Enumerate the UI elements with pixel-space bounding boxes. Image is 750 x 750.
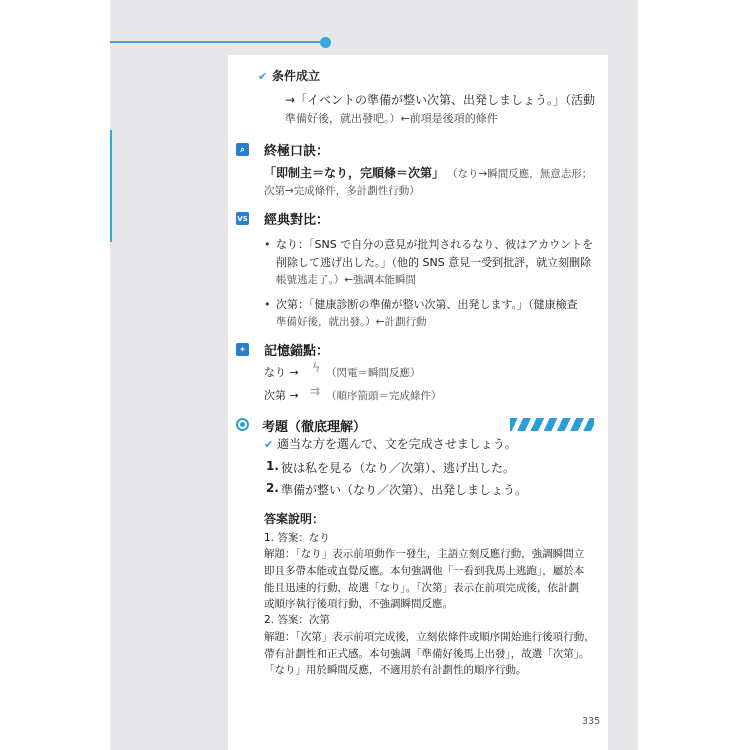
answer-1-line-4: 或順序執行後項行動，不強調瞬間反應。	[264, 598, 453, 610]
answer-2-line-2: 帶有計劃性和正式感。本句強調「準備好後馬上出發」，故選「次第」。	[264, 648, 590, 660]
bullet: •	[264, 238, 271, 251]
header-rule	[110, 41, 326, 43]
compare-item-1-line-2: 削除して逃げ出した。」（他的 SNS 意見一受到批評，就立刻刪除	[276, 256, 592, 269]
memory-heading: 記憶錨點：	[264, 344, 330, 359]
example-line-2: 準備好後，就出發吧。）←前項是後項的條件	[285, 112, 498, 125]
question-1-number: 1.	[266, 459, 279, 473]
compare-heading: 經典對比：	[264, 213, 330, 228]
memory-item-2: 次第 →	[264, 389, 299, 402]
bullet: •	[264, 298, 271, 311]
exam-heading: 考題（徹底理解）	[262, 420, 367, 435]
compare-item-2-line-2: 準備好後，就出發。）←計劃行動	[276, 316, 427, 328]
tip-heading: 終極口訣：	[264, 144, 330, 159]
question-1: 彼は私を見る（なり／次第）、逃げ出した。	[281, 461, 516, 475]
memory-item-1: なり →	[264, 366, 299, 379]
answer-1-label: 1. 答案：なり	[264, 532, 330, 544]
example-line-1: →「イベントの準備が整い次第、出発しましょう。」（活動	[285, 93, 596, 107]
memory-item-1-note: （閃電＝瞬間反應）	[326, 367, 421, 379]
memory-item-2-note: （順序箭頭＝完成條件）	[326, 390, 442, 402]
lightbulb-icon: ✦	[236, 343, 249, 356]
answer-1-line-1: 解題：「なり」表示前項動作一發生，主語立刻反應行動，強調瞬間立	[264, 548, 585, 560]
decorative-stripes	[510, 418, 594, 431]
answers-heading: 答案說明：	[264, 512, 325, 526]
question-2: 準備が整い（なり／次第）、出発しましょう。	[281, 483, 528, 497]
sequence-arrows-icon: ⇉	[310, 384, 321, 398]
condition-label: 条件成立	[272, 69, 321, 83]
answer-1-line-2: 即且多帶本能或直覺反應。本句強調他「一看到我馬上逃跑」，屬於本	[264, 565, 585, 577]
tip-explanation: （なり→瞬間反應，無意志形；	[447, 168, 593, 180]
compare-item-2-line-1: 次第：「健康診断の準備が整い次第、出発します。」（健康檢查	[276, 298, 578, 311]
check-icon: ✔	[258, 70, 268, 83]
answer-1-line-3: 能且迅速的行動，故選「なり」。「次第」表示在前項完成後，依計劃	[264, 582, 579, 594]
key-icon: ⌕	[236, 143, 249, 156]
tip-explanation-2: 次第→完成條件，多計劃性行動）	[264, 185, 420, 197]
page-number: 335	[582, 716, 601, 727]
exam-instruction: 適当な方を選んで、文を完成させましょう。	[277, 437, 517, 451]
vs-icon: VS	[236, 212, 249, 225]
answer-2-line-3: 「なり」用於瞬間反應，不適用於有計劃性的順序行動。	[264, 664, 527, 676]
header-dot	[320, 37, 331, 48]
tip-formula: 「即制主＝なり，完順條＝次第」	[264, 166, 445, 180]
answer-2-line-1: 解題：「次第」表示前項完成後，立刻依條件或順序開始進行後項行動，	[264, 631, 595, 643]
question-2-number: 2.	[266, 481, 279, 495]
compare-item-1-line-1: なり：「SNS で自分の意見が批判されるなり、彼はアカウントを	[276, 238, 594, 251]
lightning-icon: ϟ	[312, 361, 321, 376]
check-icon: ✔	[264, 438, 274, 451]
margin-rule	[110, 130, 112, 242]
compare-item-1-line-3: 帳號逃走了。）←強調本能瞬間	[276, 274, 417, 286]
answer-2-label: 2. 答案：次第	[264, 614, 330, 626]
target-icon	[236, 418, 249, 431]
